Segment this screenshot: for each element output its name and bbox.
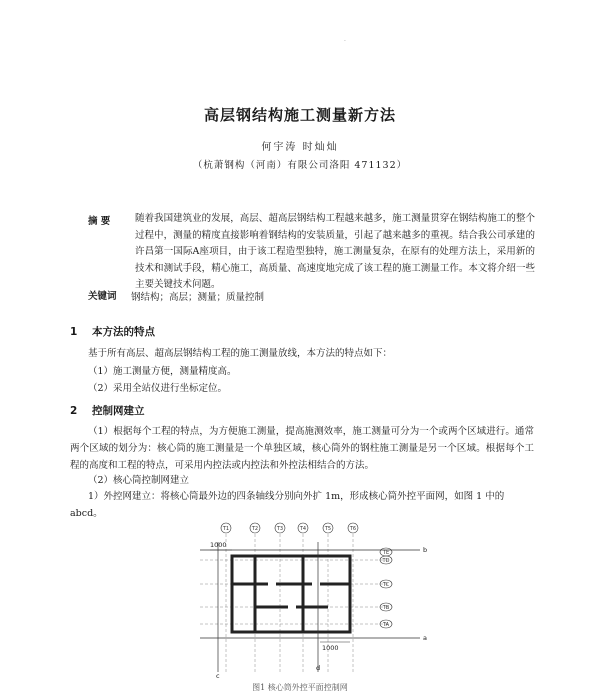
paper-title: 高层钢结构施工测量新方法 bbox=[203, 106, 396, 124]
label-d: d bbox=[316, 664, 321, 672]
section-1-item-1: （1）施工测量方便，测量精度高。 bbox=[88, 366, 237, 377]
column-tag-label: T1 bbox=[222, 526, 230, 532]
section-2-title: 控制网建立 bbox=[92, 405, 145, 417]
label-b: b bbox=[423, 546, 428, 554]
column-tag-label: T3 bbox=[276, 526, 284, 532]
core-outline bbox=[232, 556, 350, 632]
figure-labels bbox=[210, 541, 427, 680]
figure-1-control-network bbox=[160, 512, 440, 682]
label-c: c bbox=[216, 672, 220, 680]
door-opening bbox=[288, 604, 296, 610]
dimension-top: 1000 bbox=[210, 541, 227, 549]
column-tag-label: T2 bbox=[251, 526, 259, 532]
section-2-paragraph-3: 1）外控网建立：将核心筒最外边的四条轴线分别向外扩 1m，形成核心筒外控平面网，如图 1 中的abcd。 bbox=[70, 491, 505, 519]
row-tag-label: TA bbox=[382, 622, 390, 628]
door-opening bbox=[312, 581, 320, 587]
section-1-item-2: （2）采用全站仪进行坐标定位。 bbox=[88, 383, 228, 394]
page-corner-mark: · bbox=[344, 38, 346, 45]
abstract-label: 摘 要 bbox=[88, 216, 111, 227]
column-tag-label: T4 bbox=[299, 526, 307, 532]
section-1-number: 1 bbox=[70, 326, 78, 338]
row-tag-label: TE bbox=[382, 550, 390, 556]
keywords-label: 关键词 bbox=[88, 291, 117, 302]
column-tag-label: T5 bbox=[324, 526, 332, 532]
section-1-heading bbox=[70, 324, 155, 339]
dimension-bottom: 1000 bbox=[322, 644, 339, 652]
paper-affiliation: （杭萧钢构（河南）有限公司洛阳 471132） bbox=[192, 160, 408, 171]
door-opening bbox=[268, 581, 276, 587]
row-tag-label: TB bbox=[382, 605, 390, 611]
section-2-heading bbox=[70, 403, 145, 418]
row-axis-tags bbox=[380, 548, 392, 628]
section-2-paragraph-1: （1）根据每个工程的特点，为方便施工测量，提高施测效率，施工测量可分为一个或两个区域进行。通常两个区域的划分为：核心筒的施工测量是一个单独区域，核心筒外的钢柱施工测量是另一个区域。根据每个工程的高度和工程的特点，可采用内控法或内控法和外控法相结合的方法。 bbox=[70, 426, 534, 471]
section-2-paragraph-2: （2）核心筒控制网建立 bbox=[88, 475, 190, 486]
column-axis-tags bbox=[221, 523, 358, 533]
figure-1-caption: 图1 核心筒外控平面控制网 bbox=[252, 683, 348, 692]
core-tube-walls bbox=[232, 556, 350, 632]
abstract-text: 随着我国建筑业的发展，高层、超高层钢结构工程越来越多，施工测量贯穿在钢结构施工的整个过程中，测量的精度直接影响着钢结构的安装质量，引起了越来越多的重视。结合我公司承建的许昌第一国际A座项目，由于该工程造型独特，施工测量复杂，在原有的处理方法上，采用新的技术和测试手段，精心施工，高质量、高速度地完成了该工程的施工测量工作。本文将介绍一些主要关键技术问题。 bbox=[135, 213, 535, 290]
column-tag-label: T6 bbox=[349, 526, 357, 532]
row-tag-label: TC bbox=[382, 582, 390, 588]
row-tag-label: TD bbox=[382, 558, 390, 564]
paper-authors: 何宇涛 时灿灿 bbox=[261, 142, 339, 153]
section-2-number: 2 bbox=[70, 405, 78, 417]
keywords-text: 钢结构；高层；测量；质量控制 bbox=[131, 292, 265, 303]
section-1-intro: 基于所有高层、超高层钢结构工程的施工测量放线，本方法的特点如下： bbox=[88, 348, 393, 359]
label-a: a bbox=[423, 634, 427, 642]
section-1-title: 本方法的特点 bbox=[92, 326, 155, 338]
row-axis-lines bbox=[200, 560, 390, 624]
